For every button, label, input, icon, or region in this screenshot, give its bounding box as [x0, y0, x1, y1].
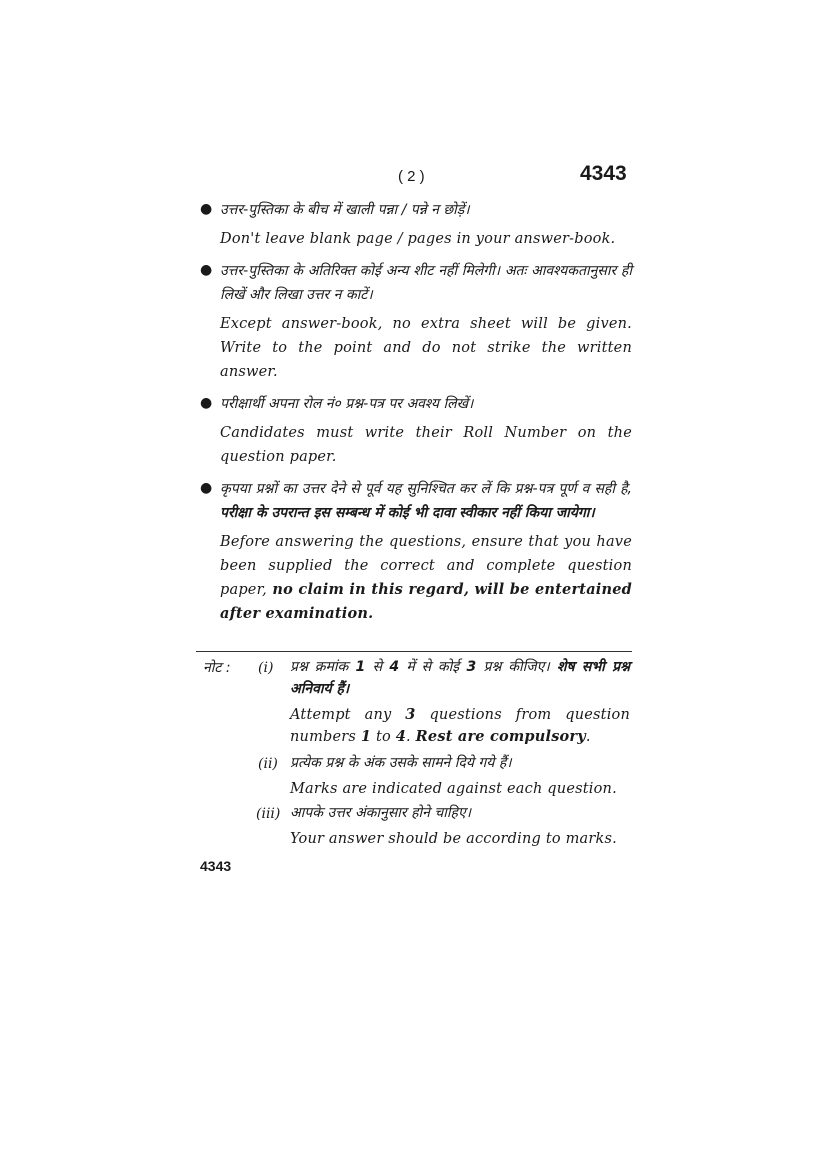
instruction-hindi: परीक्षार्थी अपना रोल नं० प्रश्न-पत्र पर अवश्य लिखें। [220, 396, 474, 412]
note-number-bold: 1 [348, 659, 373, 675]
paper-code-header: 4343 [580, 162, 627, 185]
note-hindi-text: से [372, 659, 383, 675]
note-english: Your answer should be according to marks. [290, 831, 617, 847]
note-hindi-bold: शेष सभी प्रश्न अनिवार्य हैं। [290, 659, 630, 697]
note-label: नोट : [203, 660, 231, 676]
note-number-bold: 1 [360, 728, 372, 745]
instruction-item [196, 198, 632, 251]
note-number-bold: 3 [405, 706, 416, 723]
note-item [290, 656, 630, 748]
note-hindi: आपके उत्तर अंकानुसार होने चाहिए। [290, 805, 471, 821]
note-item-number: (iii) [256, 806, 281, 822]
page-number: ( 2 ) [398, 168, 425, 185]
note-item-number: (ii) [258, 756, 278, 772]
note-hindi-text: प्रश्न क्रमांक [290, 659, 349, 675]
note-english: Marks are indicated against each question. [290, 781, 617, 797]
note-english-text: Attempt any [290, 707, 406, 723]
bullet-icon: ● [200, 480, 213, 496]
note-hindi [290, 656, 630, 700]
instruction-english-bold: no claim in this regard, will be entertained after examination. [220, 581, 632, 622]
instruction-english: Don't leave blank page / pages in your answer-book. [220, 231, 616, 247]
note-item-number: (i) [258, 660, 274, 676]
note-english-text: . [585, 729, 591, 745]
instruction-english-text: Before answering the questions, ensure that you have been supplied the correct and complete question paper, [220, 534, 632, 598]
instruction-hindi: उत्तर-पुस्तिका के बीच में खाली पन्ना / पन्ने न छोड़ें। [220, 202, 470, 218]
note-hindi-text: में से कोई [406, 659, 460, 675]
instruction-english: Candidates must write their Roll Number on the question paper. [220, 425, 632, 465]
instruction-item [196, 392, 632, 469]
bullet-icon: ● [200, 201, 213, 217]
instruction-item [196, 477, 632, 626]
note-item [290, 752, 630, 800]
paper-code-footer: 4343 [200, 858, 232, 874]
note-hindi: प्रत्येक प्रश्न के अंक उसके सामने दिये गये हैं। [290, 755, 512, 771]
section-divider [196, 651, 632, 652]
bullet-icon: ● [200, 262, 213, 278]
instruction-item [196, 259, 632, 384]
note-english [290, 704, 630, 748]
instruction-hindi [220, 477, 632, 525]
note-english-text: questions from question numbers [290, 707, 630, 745]
instructions-list [196, 198, 632, 634]
bullet-icon: ● [200, 395, 213, 411]
note-item [290, 802, 630, 850]
instruction-english [220, 530, 632, 626]
note-number-bold: 3 [459, 659, 484, 675]
note-hindi-text: प्रश्न कीजिए। [483, 659, 550, 675]
instruction-hindi: उत्तर-पुस्तिका के अतिरिक्त कोई अन्य शीट नहीं मिलेगी। अतः आवश्यकतानुसार ही लिखें और लिखा उत्तर न काटें। [220, 263, 632, 303]
instruction-english: Except answer-book, no extra sheet will be given. Write to the point and do not strike the written answer. [220, 316, 632, 380]
note-number-bold: 4 [395, 728, 407, 745]
note-english-text: to [371, 729, 396, 745]
note-number-bold: 4 [382, 659, 407, 675]
instruction-hindi-bold: परीक्षा के उपरान्त इस सम्बन्ध में कोई भी दावा स्वीकार नहीं किया जायेगा। [220, 505, 595, 521]
note-english-text: . [406, 729, 416, 745]
note-english-bold: Rest are compulsory [415, 728, 586, 745]
instruction-hindi-text: कृपया प्रश्नों का उत्तर देने से पूर्व यह सुनिश्चित कर लें कि प्रश्न-पत्र पूर्ण व सही है, [220, 481, 632, 497]
